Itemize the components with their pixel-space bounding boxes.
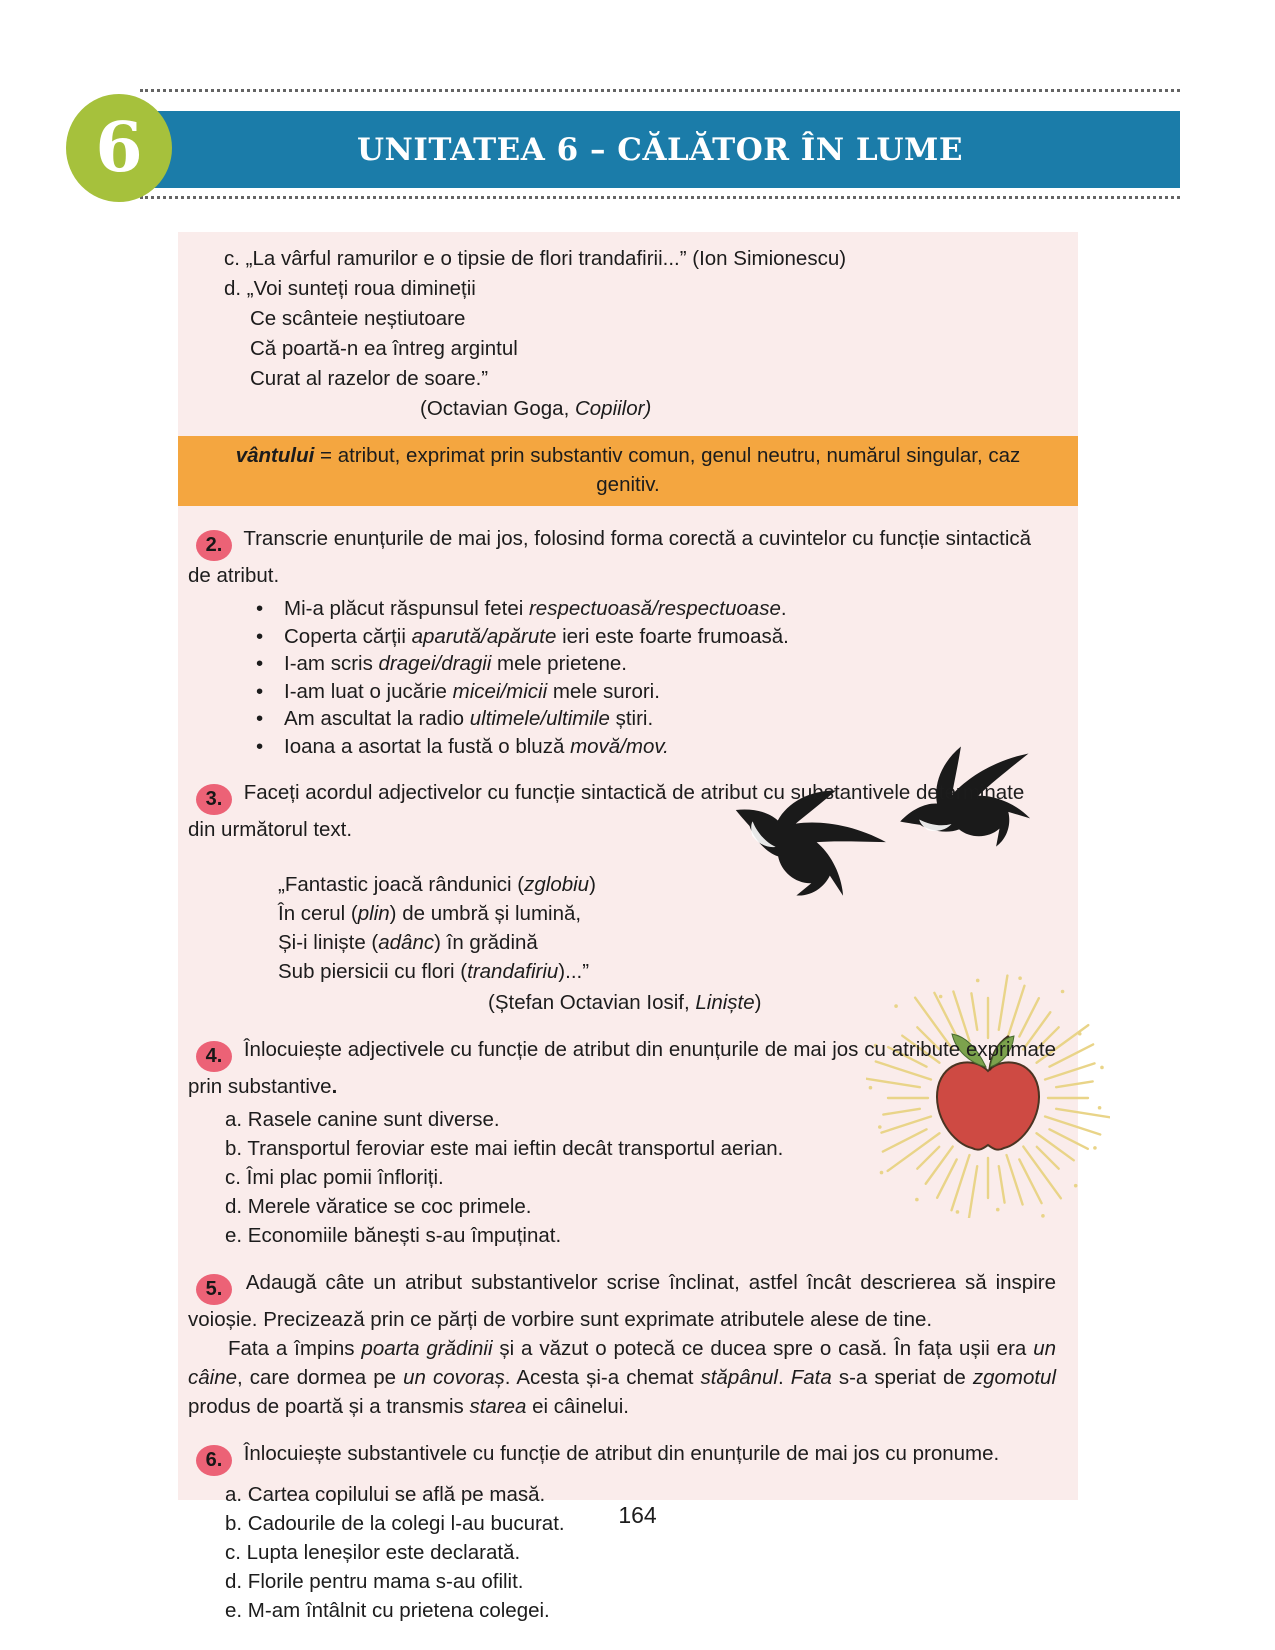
exercise-2 — [188, 524, 1056, 760]
exercise-number-badge: 6. — [196, 1445, 232, 1476]
exercise-title-text: Înlocuiește adjectivele cu funcție de atribut din enunțurile de mai jos cu atribute exprimate prin substantive. — [188, 1038, 1062, 1098]
unit-header-banner — [140, 111, 1180, 188]
list-item: a. Rasele canine sunt diverse. — [225, 1108, 500, 1131]
list-item: • I-am scris dragei/dragii mele prietene. — [254, 650, 1056, 678]
unit-number-badge: 6 — [66, 94, 172, 202]
exercise-5 — [188, 1268, 1062, 1421]
exercise-number-badge: 5. — [196, 1274, 232, 1305]
exercise-title-text: Transcrie enunțurile de mai jos, folosind forma corectă a cuvintelor cu funcție sintactică de atribut. — [188, 527, 1037, 587]
list-item: a. Cartea copilului se află pe masă. — [225, 1483, 546, 1506]
page-number: 164 — [618, 1502, 657, 1528]
list-item: • Coperta cărții aparută/apărute ieri este foarte frumoasă. — [254, 623, 1056, 651]
exercise-6 — [188, 1439, 1056, 1625]
exercise-number-badge: 3. — [196, 784, 232, 815]
quote-line: Ce scânteie neștiutoare — [250, 307, 466, 330]
exercise-title — [188, 778, 1056, 844]
list-item: „Fantastic joacă rândunici (zglobiu) — [278, 873, 596, 896]
list-item: • Mi-a plăcut răspunsul fetei respectuoasă/respectuoase. — [254, 595, 1056, 623]
quote-line: c. „La vârful ramurilor e o tipsie de flori trandafirii...” (Ion Simionescu) — [224, 247, 847, 270]
exercise-4 — [188, 1035, 1062, 1250]
list-item: Sub piersicii cu flori (trandafiriu)...” — [278, 960, 590, 983]
poem — [278, 870, 1056, 986]
dotted-rule-bottom — [140, 196, 1180, 199]
exercise-number-badge: 2. — [196, 530, 232, 561]
quote-line: Că poartă-n ea întreg argintul — [250, 337, 518, 360]
exercise-title — [188, 524, 1056, 590]
quote-line: d. „Voi sunteți roua dimineții — [224, 277, 476, 300]
item-list — [225, 1105, 1056, 1250]
list-item: c. Îmi plac pomii înfloriți. — [225, 1166, 444, 1189]
quote-line: Curat al razelor de soare.” — [250, 367, 489, 390]
list-item: • I-am luat o jucărie micei/micii mele surori. — [254, 678, 1056, 706]
quote-block — [224, 244, 1056, 424]
page-title: UNITATEA 6 – CĂLĂTOR ÎN LUME — [356, 131, 963, 168]
list-item: În cerul (plin) de umbră și lumină, — [278, 902, 582, 925]
list-item: e. Economiile bănești s-au împuținat. — [225, 1224, 562, 1247]
callout-box: vântului = atribut, exprimat prin substantiv comun, genul neutru, numărul singular, caz genitiv. — [178, 436, 1078, 506]
exercise-paragraph: Fata a împins poarta grădinii și a văzut o potecă ce ducea spre o casă. În fața ușii era un câine, care dormea pe un covoraș. Acesta și-a chemat stăpânul. Fata s-a speriat de zgomotul produs de poartă și a transmis starea ei câinelui. — [188, 1337, 1062, 1418]
exercise-title-text: Faceți acordul adjectivelor cu funcție sintactică de atribut cu substantivele determinate din următorul text. — [188, 781, 1030, 841]
list-item: b. Transportul feroviar este mai ieftin decât transportul aerian. — [225, 1137, 784, 1160]
list-item: e. M-am întâlnit cu prietena colegei. — [225, 1599, 550, 1622]
list-item: d. Merele văratice se coc primele. — [225, 1195, 532, 1218]
exercise-title-text: Înlocuiește substantivele cu funcție de atribut din enunțurile de mai jos cu pronume. — [243, 1442, 1000, 1465]
dotted-rule-top — [140, 89, 1180, 92]
item-list — [225, 1480, 1056, 1625]
exercise-number-badge: 4. — [196, 1041, 232, 1072]
poem-attribution: (Ștefan Octavian Iosif, Liniște) — [488, 991, 762, 1014]
list-item: d. Florile pentru mama s-au ofilit. — [225, 1570, 524, 1593]
exercise-title — [188, 1035, 1062, 1101]
exercise-title — [188, 1268, 1062, 1334]
exercise-3 — [188, 778, 1056, 1017]
list-item: • Ioana a asortat la fustă o bluză movă/mov. — [254, 733, 1056, 761]
list-item: Și-i liniște (adânc) în grădină — [278, 931, 538, 954]
quote-attribution: (Octavian Goga, Copiilor) — [420, 397, 652, 420]
exercise-title — [188, 1439, 1056, 1476]
list-item: • Am ascultat la radio ultimele/ultimile știri. — [254, 705, 1056, 733]
bullet-list — [254, 595, 1056, 760]
exercise-title-text: Adaugă câte un atribut substantivelor scrise înclinat, astfel încât descrierea să inspire voioșie. Precizează prin ce părți de vorbire sunt exprimate atributele alese de tine. — [188, 1271, 1062, 1331]
list-item: b. Cadourile de la colegi l-au bucurat. — [225, 1512, 565, 1535]
list-item: c. Lupta leneșilor este declarată. — [225, 1541, 521, 1564]
